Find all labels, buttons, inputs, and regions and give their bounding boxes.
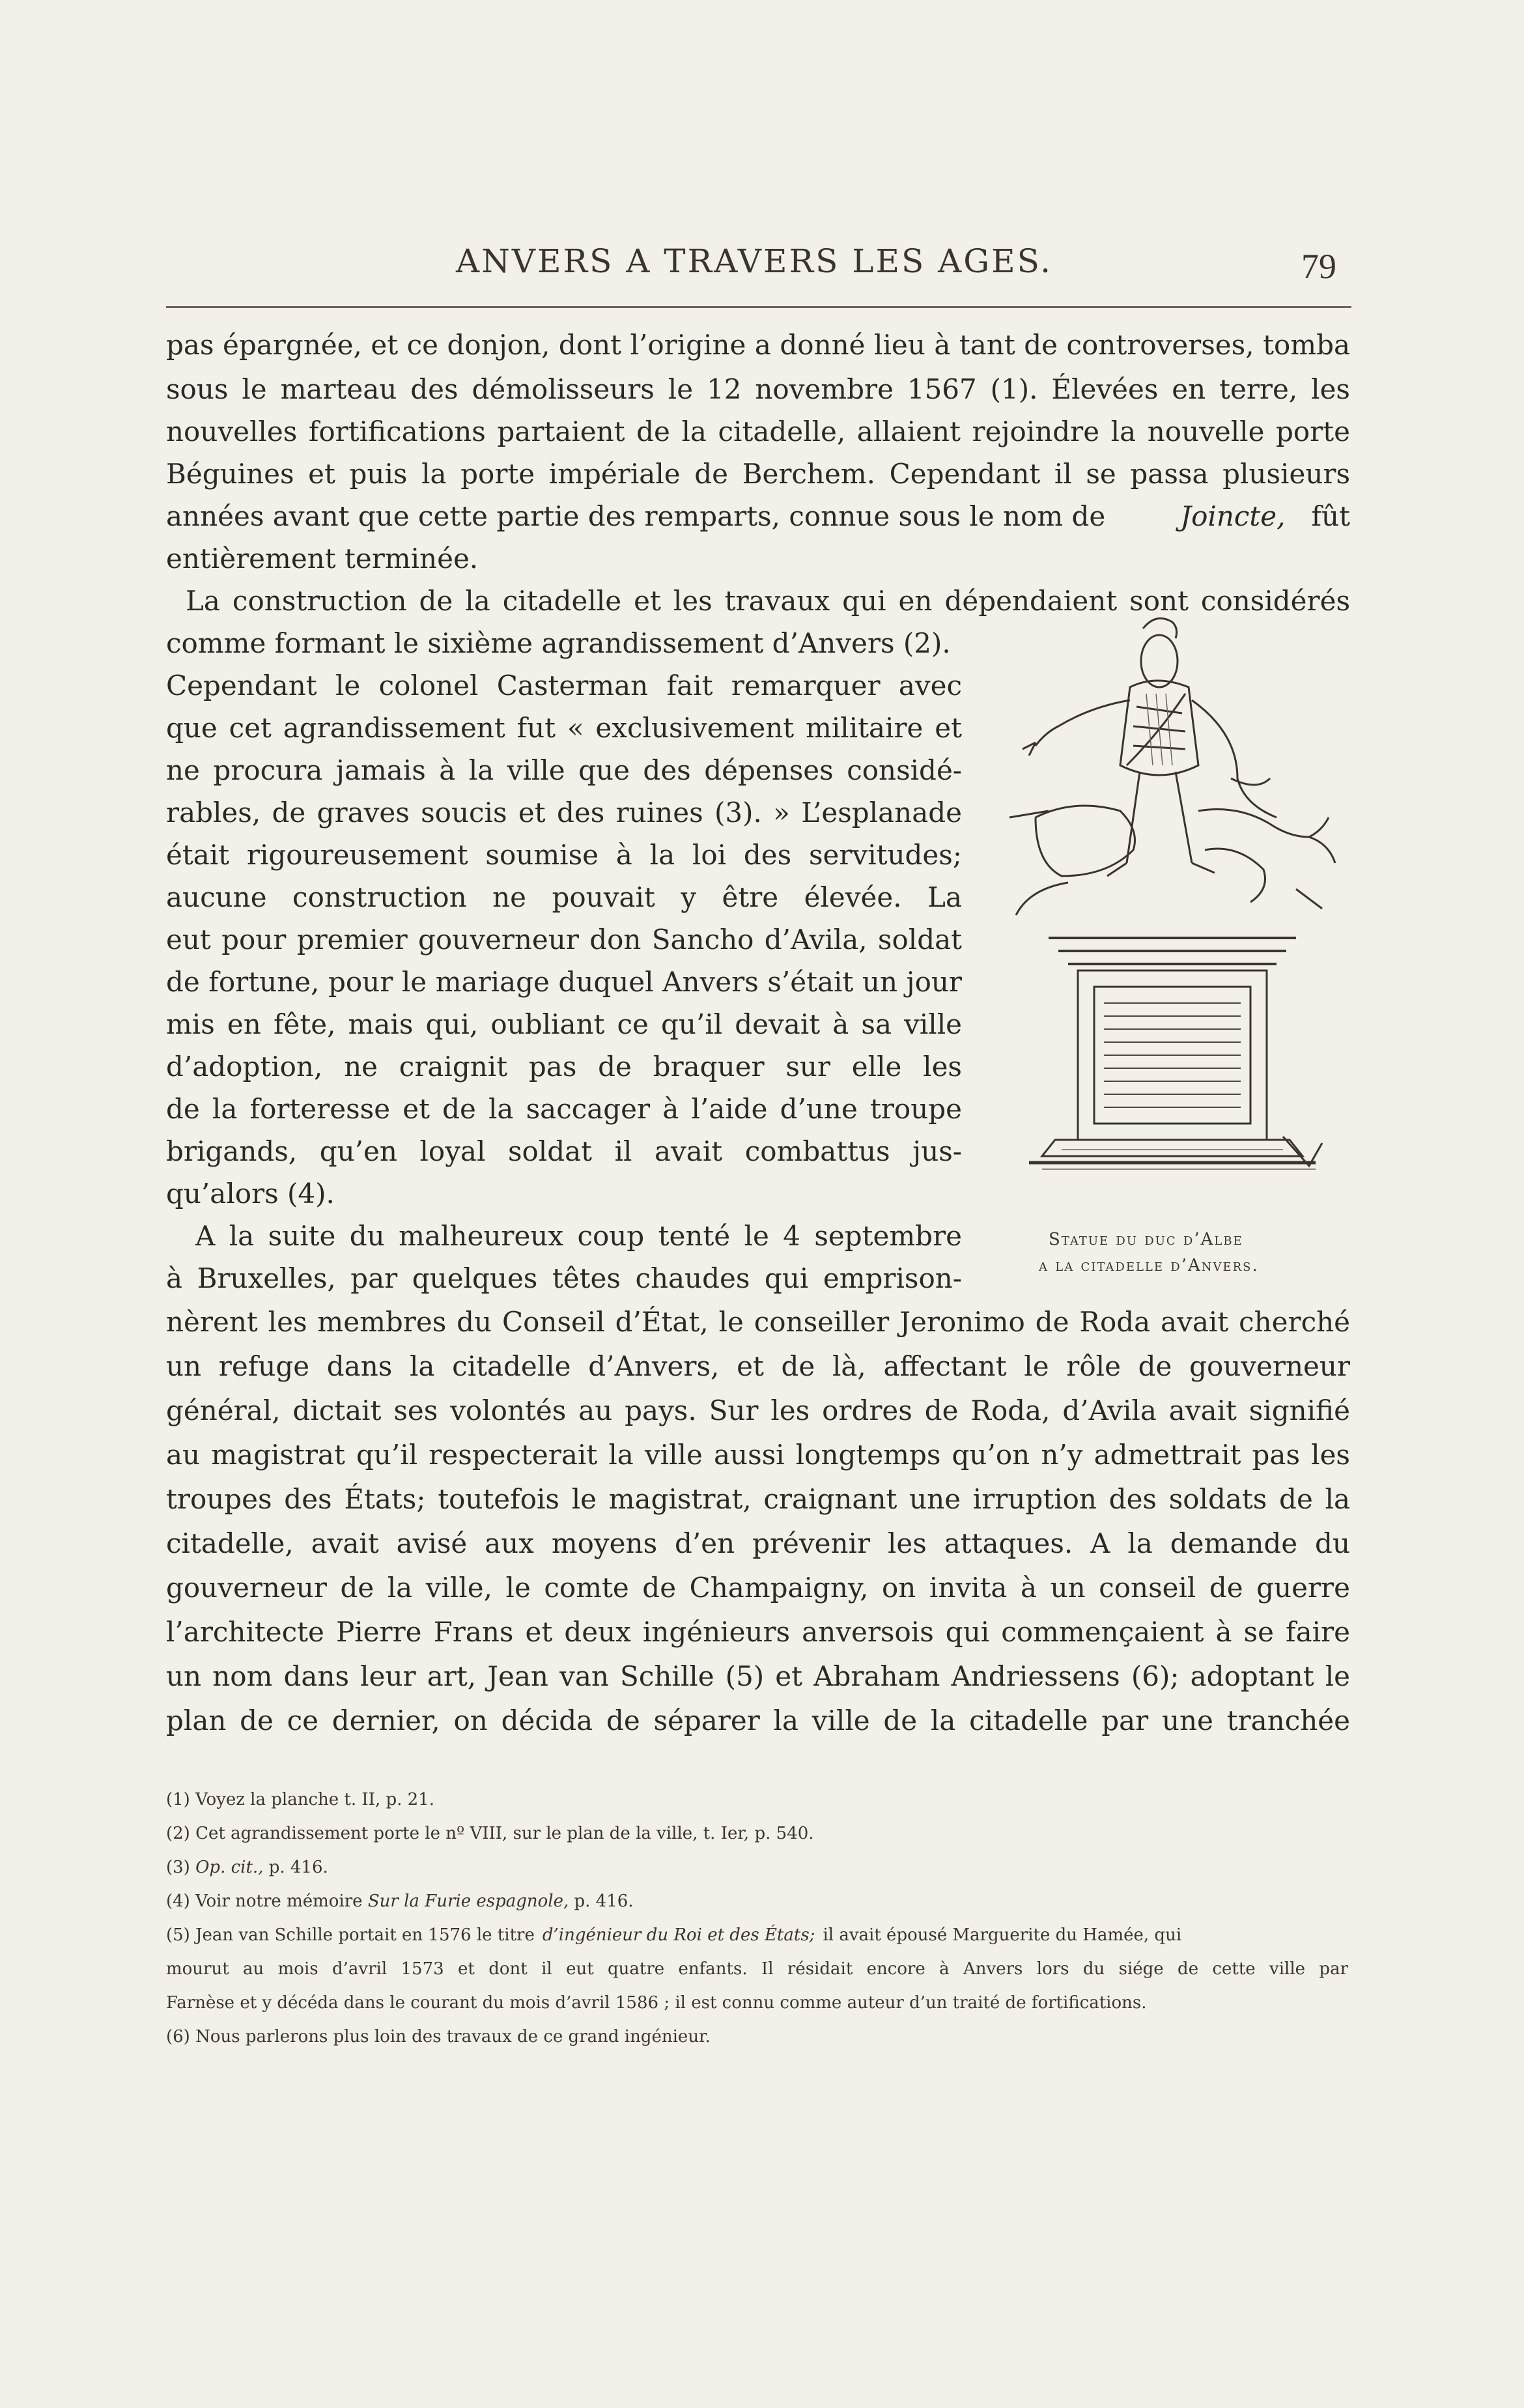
- body-line-4: Béguines et puis la porte impériale de Berchem. Cependant il se passa plusieurs: [166, 458, 1350, 490]
- footnote-5: [166, 1924, 1348, 1946]
- body-line-8: comme formant le sixième agrandissement d’Anvers (2).: [166, 627, 951, 659]
- body-line-3: nouvelles fortifications partaient de la citadelle, allaient rejoindre la nouvelle porte: [166, 416, 1350, 447]
- header-rule: [166, 306, 1351, 308]
- figure-caption-line2: a la citadelle d’Anvers.: [1039, 1256, 1259, 1275]
- body-line-5-end: fût: [1311, 500, 1350, 532]
- footnote-3-ref: Op. cit.,: [195, 1858, 264, 1877]
- body-line-18: d’adoption, ne craignit pas de braquer sur elle les: [166, 1051, 962, 1083]
- statue-engraving: [996, 602, 1348, 1221]
- body-line-2: sous le marteau des démolisseurs le 12 novembre 1567 (1). Élevées en terre, les: [166, 373, 1350, 405]
- body-line-29: citadelle, avait avisé aux moyens d’en prévenir les attaques. A la demande du: [166, 1527, 1350, 1559]
- body-line-16: de fortune, pour le mariage duquel Anvers s’était un jour: [166, 966, 962, 998]
- footnote-4: [166, 1890, 634, 1912]
- body-line-1: pas épargnée, et ce donjon, dont l’origine a donné lieu à tant de controverses, tomba: [166, 329, 1350, 361]
- body-line-28: troupes des États; toutefois le magistrat, craignant une irruption des soldats de la: [166, 1483, 1350, 1515]
- body-line-23: à Bruxelles, par quelques têtes chaudes qui emprison-: [166, 1262, 962, 1294]
- body-line-21: qu’alors (4).: [166, 1178, 335, 1210]
- body-line-6: entièrement terminée.: [166, 543, 479, 574]
- footnote-5-cont-1: mourut au mois d’avril 1573 et dont il eut quatre enfants. Il résidait encore à Anvers lors du siége de cette ville par: [166, 1959, 1348, 1979]
- body-line-12: rables, de graves soucis et des ruines (3). » L’esplanade: [166, 797, 962, 829]
- body-line-27: au magistrat qu’il respecterait la ville aussi longtemps qu’on n’y admettrait pas les: [166, 1439, 1350, 1471]
- footnote-4-text: (4) Voir notre mémoire: [166, 1891, 363, 1911]
- footnote-6: (6) Nous parlerons plus loin des travaux de ce grand ingénieur.: [166, 2027, 711, 2047]
- body-line-10: que cet agrandissement fut « exclusivement militaire et: [166, 712, 962, 744]
- body-line-32: un nom dans leur art, Jean van Schille (5) et Abraham Andriessens (6); adoptant le: [166, 1660, 1350, 1692]
- body-line-5-text: années avant que cette partie des remparts, connue sous le nom de: [166, 500, 1106, 532]
- body-line-13: était rigoureusement soumise à la loi des servitudes;: [166, 839, 962, 871]
- footnote-3: [166, 1856, 328, 1878]
- footnote-3-num: (3): [166, 1858, 190, 1877]
- body-line-15: eut pour premier gouverneur don Sancho d’Avila, soldat: [166, 924, 962, 956]
- page-number: 79: [1301, 247, 1336, 286]
- footnote-5-title: d’ingénieur du Roi et des États;: [542, 1925, 815, 1945]
- body-line-14: aucune construction ne pouvait y être élevée. La: [166, 881, 962, 913]
- footnote-4-title: Sur la Furie espagnole,: [367, 1891, 569, 1911]
- footnote-2: (2) Cet agrandissement porte le nº VIII, sur le plan de la ville, t. Ier, p. 540.: [166, 1824, 814, 1843]
- body-line-24: nèrent les membres du Conseil d’État, le conseiller Jeronimo de Roda avait cherché: [166, 1306, 1350, 1338]
- figure-caption-line1: Statue du duc d’Albe: [1049, 1230, 1243, 1249]
- body-line-9: Cependant le colonel Casterman fait remarquer avec: [166, 670, 962, 701]
- footnote-5-cont-2: Farnèse et y décéda dans le courant du mois d’avril 1586 ; il est connu comme auteur d’un traité de fortifications.: [166, 1993, 1147, 2013]
- body-line-22: A la suite du malheureux coup tenté le 4 septembre: [195, 1220, 962, 1252]
- body-line-11: ne procura jamais à la ville que des dépenses considé-: [166, 754, 962, 786]
- body-line-30: gouverneur de la ville, le comte de Champaigny, on invita à un conseil de guerre: [166, 1572, 1350, 1604]
- footnote-5-end: il avait épousé Marguerite du Hamée, qui: [823, 1925, 1182, 1945]
- footnote-1: (1) Voyez la planche t. II, p. 21.: [166, 1790, 434, 1809]
- running-title: ANVERS A TRAVERS LES AGES.: [456, 242, 1053, 280]
- body-line-5: [166, 497, 1350, 536]
- body-line-33: plan de ce dernier, on décida de séparer la ville de la citadelle par une tranchée: [166, 1705, 1350, 1736]
- body-line-7: La construction de la citadelle et les travaux qui en dépendaient sont considérés: [186, 585, 1350, 617]
- body-line-20: brigands, qu’en loyal soldat il avait combattus jus-: [166, 1135, 962, 1167]
- footnote-3-page: p. 416.: [268, 1858, 328, 1877]
- footnote-5-text: (5) Jean van Schille portait en 1576 le titre: [166, 1925, 535, 1945]
- body-line-19: de la forteresse et de la saccager à l’aide d’une troupe: [166, 1093, 962, 1125]
- body-line-17: mis en fête, mais qui, oubliant ce qu’il devait à sa ville: [166, 1008, 962, 1040]
- body-line-26: général, dictait ses volontés au pays. Sur les ordres de Roda, d’Avila avait signifié: [166, 1395, 1350, 1426]
- joincte-term: Joincte,: [1180, 500, 1286, 532]
- footnote-4-page: p. 416.: [574, 1891, 634, 1911]
- body-line-25: un refuge dans la citadelle d’Anvers, et de là, affectant le rôle de gouverneur: [166, 1350, 1350, 1382]
- body-line-31: l’architecte Pierre Frans et deux ingénieurs anversois qui commençaient à se faire: [166, 1616, 1350, 1648]
